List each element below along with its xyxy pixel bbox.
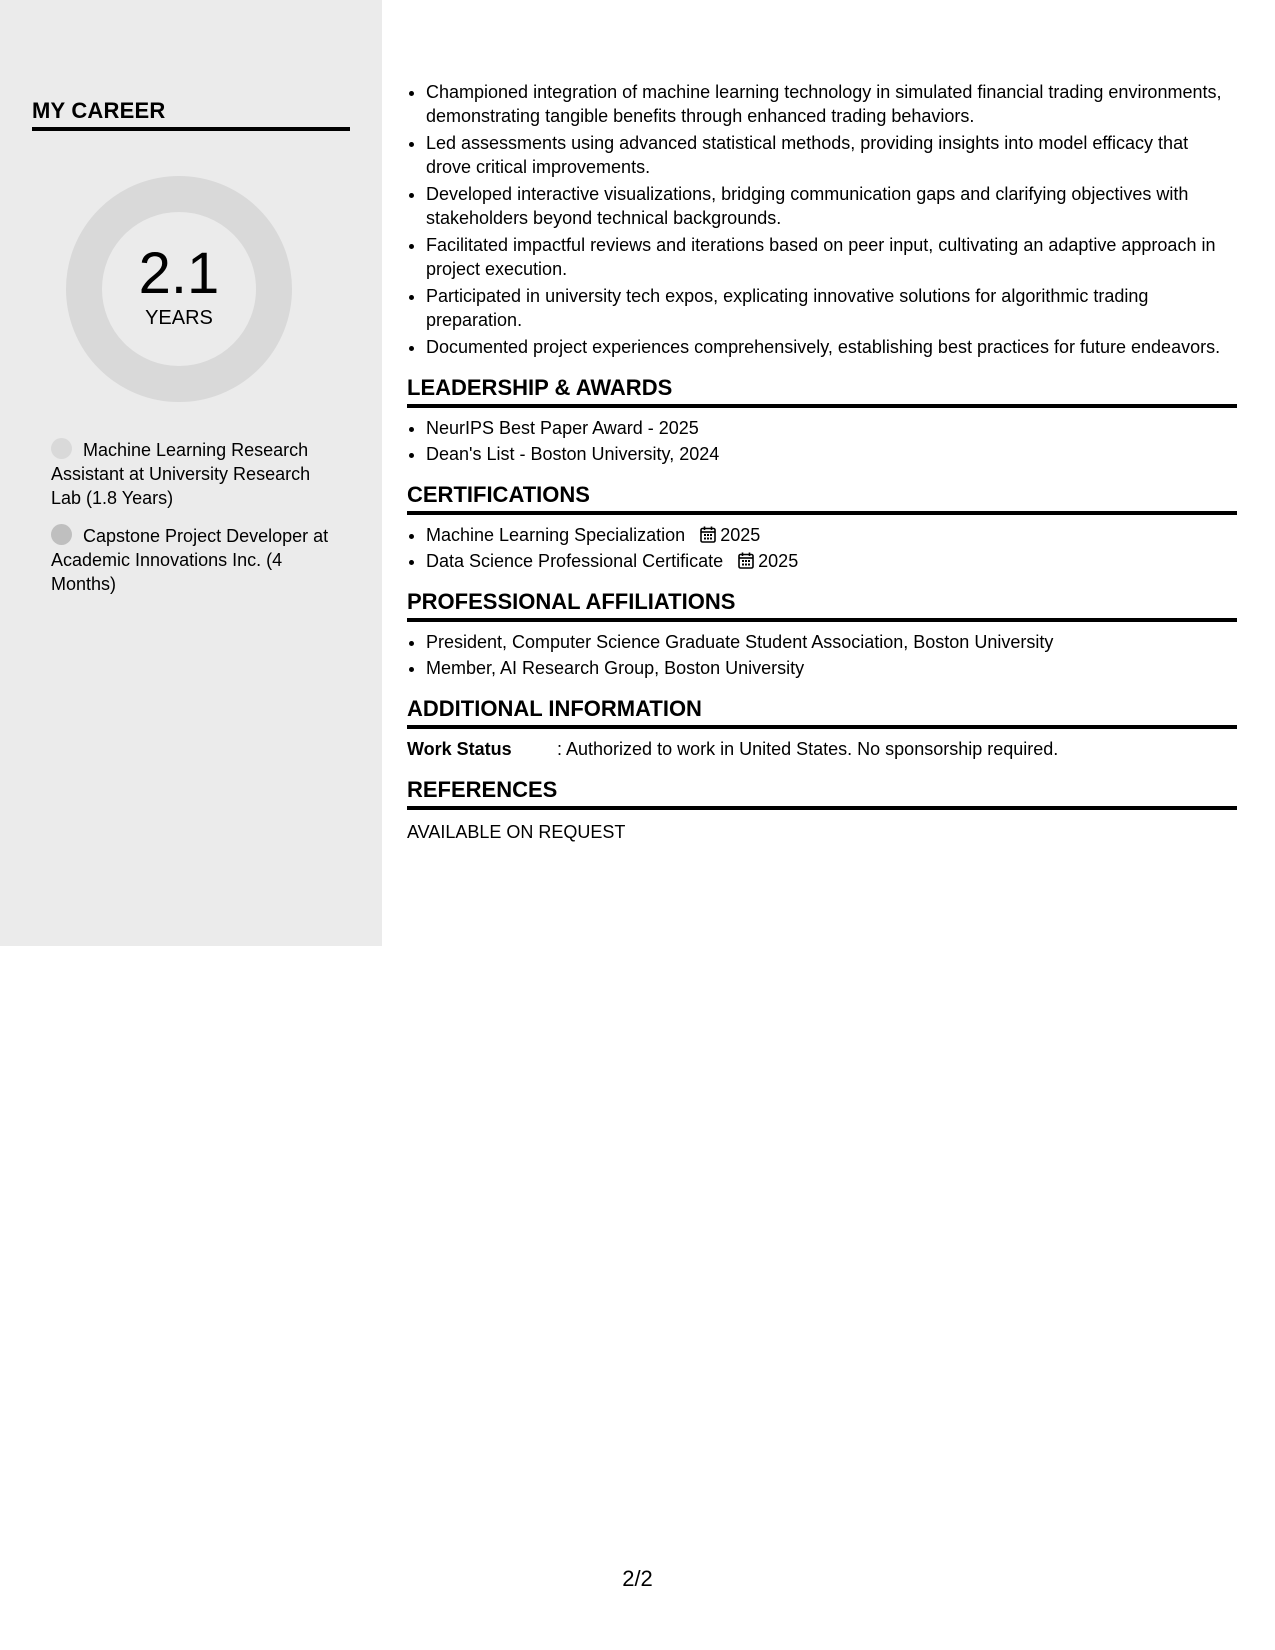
experience-bullet: • Led assessments using advanced statistical methods, providing insights into model efficacy that drove critical improvements. bbox=[426, 131, 1237, 179]
experience-bullet: • Participated in university tech expos, explicating innovative solutions for algorithmic trading preparation. bbox=[426, 284, 1237, 332]
page-number: 2/2 bbox=[622, 1566, 653, 1591]
affiliations-list bbox=[407, 630, 1237, 680]
experience-bullet-list bbox=[407, 80, 1237, 359]
affiliations-heading: PROFESSIONAL AFFILIATIONS bbox=[407, 589, 1237, 622]
work-status-label: Work Status bbox=[407, 739, 512, 759]
award-item: • Dean's List - Boston University, 2024 bbox=[426, 442, 1237, 466]
additional-info-heading: ADDITIONAL INFORMATION bbox=[407, 696, 1237, 729]
affiliation-item: • Member, AI Research Group, Boston University bbox=[426, 656, 1237, 680]
leadership-heading: LEADERSHIP & AWARDS bbox=[407, 375, 1237, 408]
experience-bullet: • Championed integration of machine learning technology in simulated financial trading environments, demonstrating tangible benefits through enhanced trading behaviors. bbox=[426, 80, 1237, 128]
experience-bullet: • Developed interactive visualizations, bridging communication gaps and clarifying objectives with stakeholders beyond technical backgrounds. bbox=[426, 182, 1237, 230]
career-years-unit: YEARS bbox=[145, 306, 213, 329]
calendar-icon bbox=[738, 552, 754, 569]
main-content bbox=[407, 80, 1237, 844]
work-status-value: : Authorized to work in United States. No sponsorship required. bbox=[557, 739, 1059, 759]
affiliation-item: • President, Computer Science Graduate Student Association, Boston University bbox=[426, 630, 1237, 654]
career-sidebar bbox=[0, 0, 382, 946]
donut-center-label bbox=[66, 176, 292, 402]
certification-item bbox=[426, 549, 1237, 573]
certification-name: Machine Learning Specialization bbox=[426, 525, 686, 545]
certification-year: 2025 bbox=[758, 551, 799, 571]
work-status-row bbox=[407, 737, 1237, 761]
certifications-heading: CERTIFICATIONS bbox=[407, 482, 1237, 515]
career-title: MY CAREER bbox=[32, 98, 350, 131]
legend-label: Machine Learning Research Assistant at University Research Lab (1.8 Years) bbox=[51, 440, 311, 508]
experience-bullet: • Documented project experiences comprehensively, establishing best practices for future endeavors. bbox=[426, 335, 1237, 359]
calendar-icon bbox=[700, 526, 716, 543]
references-text: AVAILABLE ON REQUEST bbox=[407, 822, 626, 842]
certification-name: Data Science Professional Certificate bbox=[426, 551, 724, 571]
legend-label: Capstone Project Developer at Academic Innovations Inc. (4 Months) bbox=[51, 526, 329, 594]
references-heading: REFERENCES bbox=[407, 777, 1237, 810]
career-legend bbox=[51, 438, 331, 610]
legend-item bbox=[51, 524, 331, 596]
award-item: • NeurIPS Best Paper Award - 2025 bbox=[426, 416, 1237, 440]
experience-bullet: • Facilitated impactful reviews and iterations based on peer input, cultivating an adaptive approach in project execution. bbox=[426, 233, 1237, 281]
legend-dot-role-2 bbox=[51, 524, 72, 545]
legend-item bbox=[51, 438, 331, 510]
career-years-value: 2.1 bbox=[138, 240, 220, 306]
certification-year: 2025 bbox=[720, 525, 761, 545]
certification-item bbox=[426, 523, 1237, 547]
legend-dot-role-1 bbox=[51, 438, 72, 459]
certifications-list bbox=[407, 523, 1237, 573]
leadership-list bbox=[407, 416, 1237, 466]
